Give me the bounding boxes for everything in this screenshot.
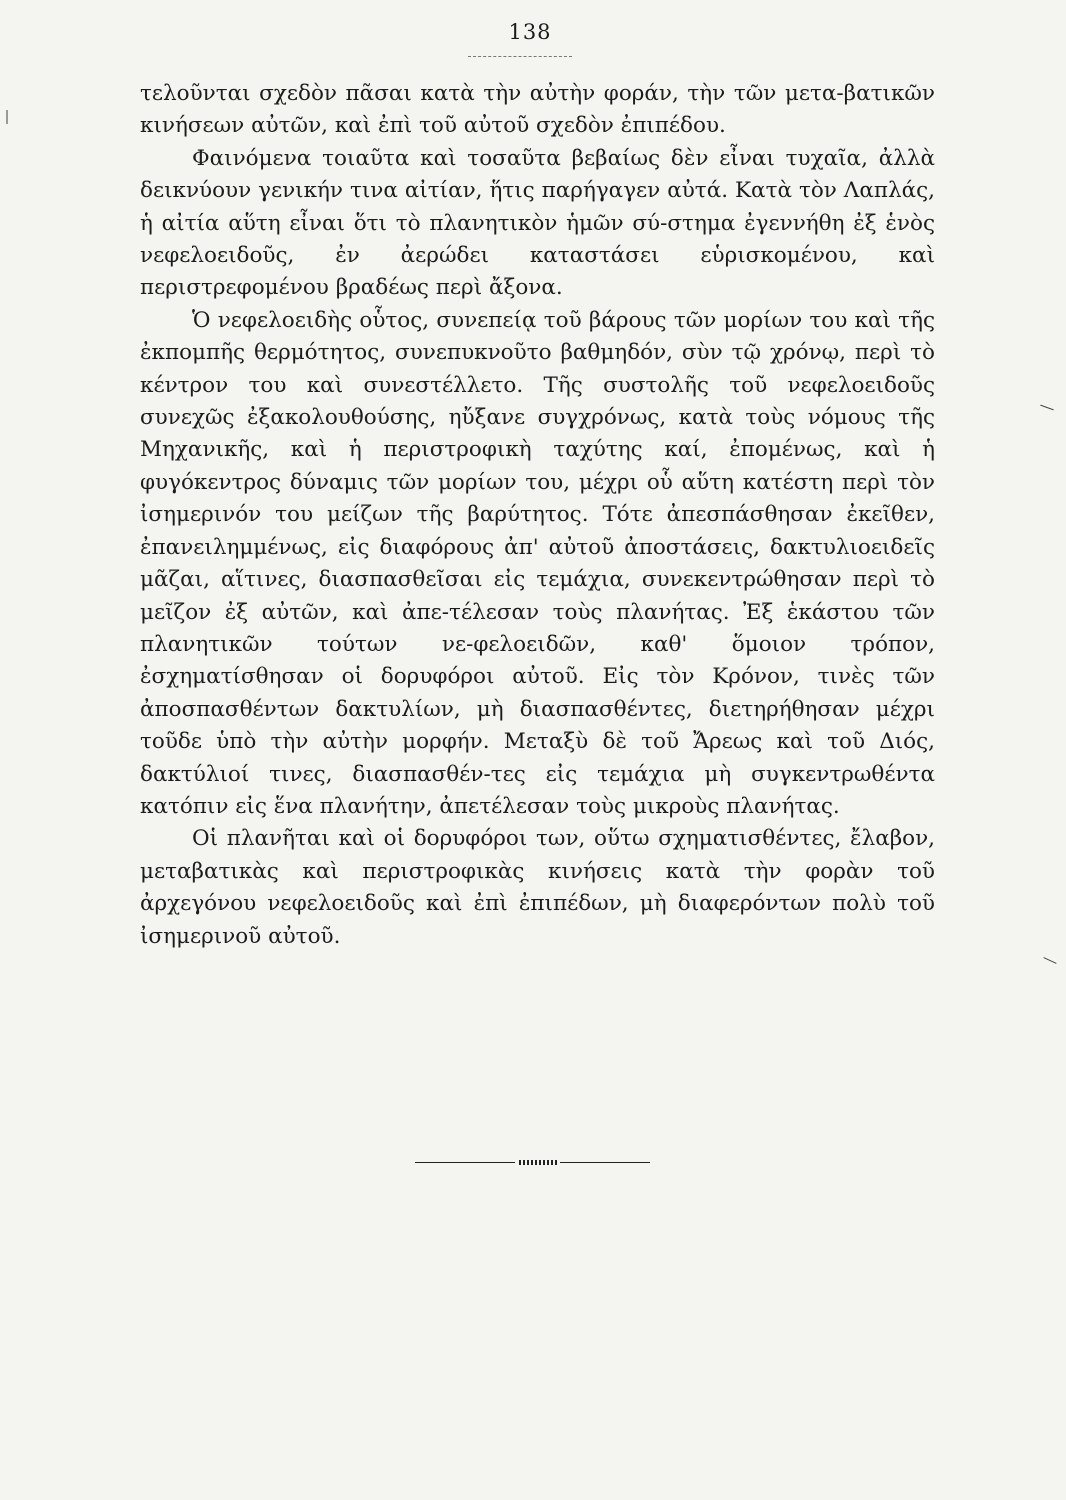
paragraph-nebula-contraction: Ὁ νεφελοειδὴς οὗτος, συνεπείᾳ τοῦ βάρους τῶν μορίων του καὶ τῆς ἐκπομπῆς θερμότητος, συνεπυκνοῦτο βαθμηδόν, σὺν τῷ χρόνῳ, περὶ τὸ κέντρον του καὶ συνεστέλλετο. Τῆς συστολῆς τοῦ νεφελοειδοῦς συνεχῶς ἐξακολουθούσης, ηὔξανε συγχρόνως, κατὰ τοὺς νόμους τῆς Μηχανικῆς, καὶ ἡ περιστροφικὴ ταχύτης καί, ἐπομένως, καὶ ἡ φυγόκεντρος δύναμις τῶν μορίων του, μέχρι οὗ αὕτη κατέστη περὶ τὸν ἰσημερινόν του μείζων τῆς βαρύτητος. Τότε ἀπεσπάσθησαν ἐκεῖθεν, ἐπανειλημμένως, εἰς διαφόρους ἀπ' αὐτοῦ ἀποστάσεις, δακτυλιοειδεῖς μᾶζαι, αἵτινες, διασπασθεῖσαι εἰς τεμάχια, συνεκεντρώθησαν περὶ τὸ μεῖζον ἐξ αὐτῶν, καὶ ἀπε-τέλεσαν τοὺς πλανήτας. Ἐξ ἑκάστου τῶν πλανητικῶν τούτων νε-φελοειδῶν, καθ' ὅμοιον τρόπον, ἐσχηματίσθησαν οἱ δορυφόροι αὐτοῦ. Εἰς τὸν Κρόνον, τινὲς τῶν ἀποσπασθέντων δακτυλίων, μὴ διασπασθέντες, διετηρήθησαν μέχρι τοῦδε ὑπὸ τὴν αὐτὴν μορφήν. Μεταξὺ δὲ τοῦ Ἄρεως καὶ τοῦ Διός, δακτύλιοί τινες, διασπασθέν-τες εἰς τεμάχια μὴ συγκεντρωθέντα κατόπιν εἰς ἕνα πλανήτην, ἀπετέλεσαν τοὺς μικροὺς πλανήτας. xyxy=(140,307,935,819)
margin-mark xyxy=(1040,405,1053,411)
ornament-knot xyxy=(519,1160,557,1165)
body-text xyxy=(140,78,935,953)
scan-edge-mark xyxy=(6,110,8,124)
page-number: 138 xyxy=(508,20,552,44)
page-number-rule xyxy=(468,56,572,57)
paragraph-continuation: τελοῦνται σχεδὸν πᾶσαι κατὰ τὴν αὐτὴν φοράν, τὴν τῶν μετα-βατικῶν κινήσεων αὐτῶν, καὶ ἐπὶ τοῦ αὐτοῦ σχεδὸν ἐπιπέδου. xyxy=(140,81,935,139)
end-of-section-ornament xyxy=(415,1160,650,1166)
margin-mark xyxy=(1043,957,1056,964)
ornament-rule-left xyxy=(415,1162,515,1163)
ornament-rule-right xyxy=(560,1162,650,1163)
paragraph-laplace-hypothesis: Φαινόμενα τοιαῦτα καὶ τοσαῦτα βεβαίως δὲν εἶναι τυχαῖα, ἀλλὰ δεικνύουν γενικήν τινα αἰτίαν, ἥτις παρήγαγεν αὐτά. Κατὰ τὸν Λαπλάς, ἡ αἰτία αὕτη εἶναι ὅτι τὸ πλανητικὸν ἡμῶν σύ-στημα ἐγεννήθη ἐξ ἑνὸς νεφελοειδοῦς, ἐν ἀερώδει καταστάσει εὑρισκομένου, καὶ περιστρεφομένου βραδέως περὶ ἄξονα. xyxy=(140,145,935,301)
paragraph-planets-satellites: Οἱ πλανῆται καὶ οἱ δορυφόροι των, οὕτω σχηματισθέντες, ἔλαβον, μεταβατικὰς καὶ περιστροφικὰς κινήσεις κατὰ τὴν φορὰν τοῦ ἀρχεγόνου νεφελοειδοῦς καὶ ἐπὶ ἐπιπέδων, μὴ διαφερόντων πολὺ τοῦ ἰσημερινοῦ αὐτοῦ. xyxy=(140,826,935,949)
